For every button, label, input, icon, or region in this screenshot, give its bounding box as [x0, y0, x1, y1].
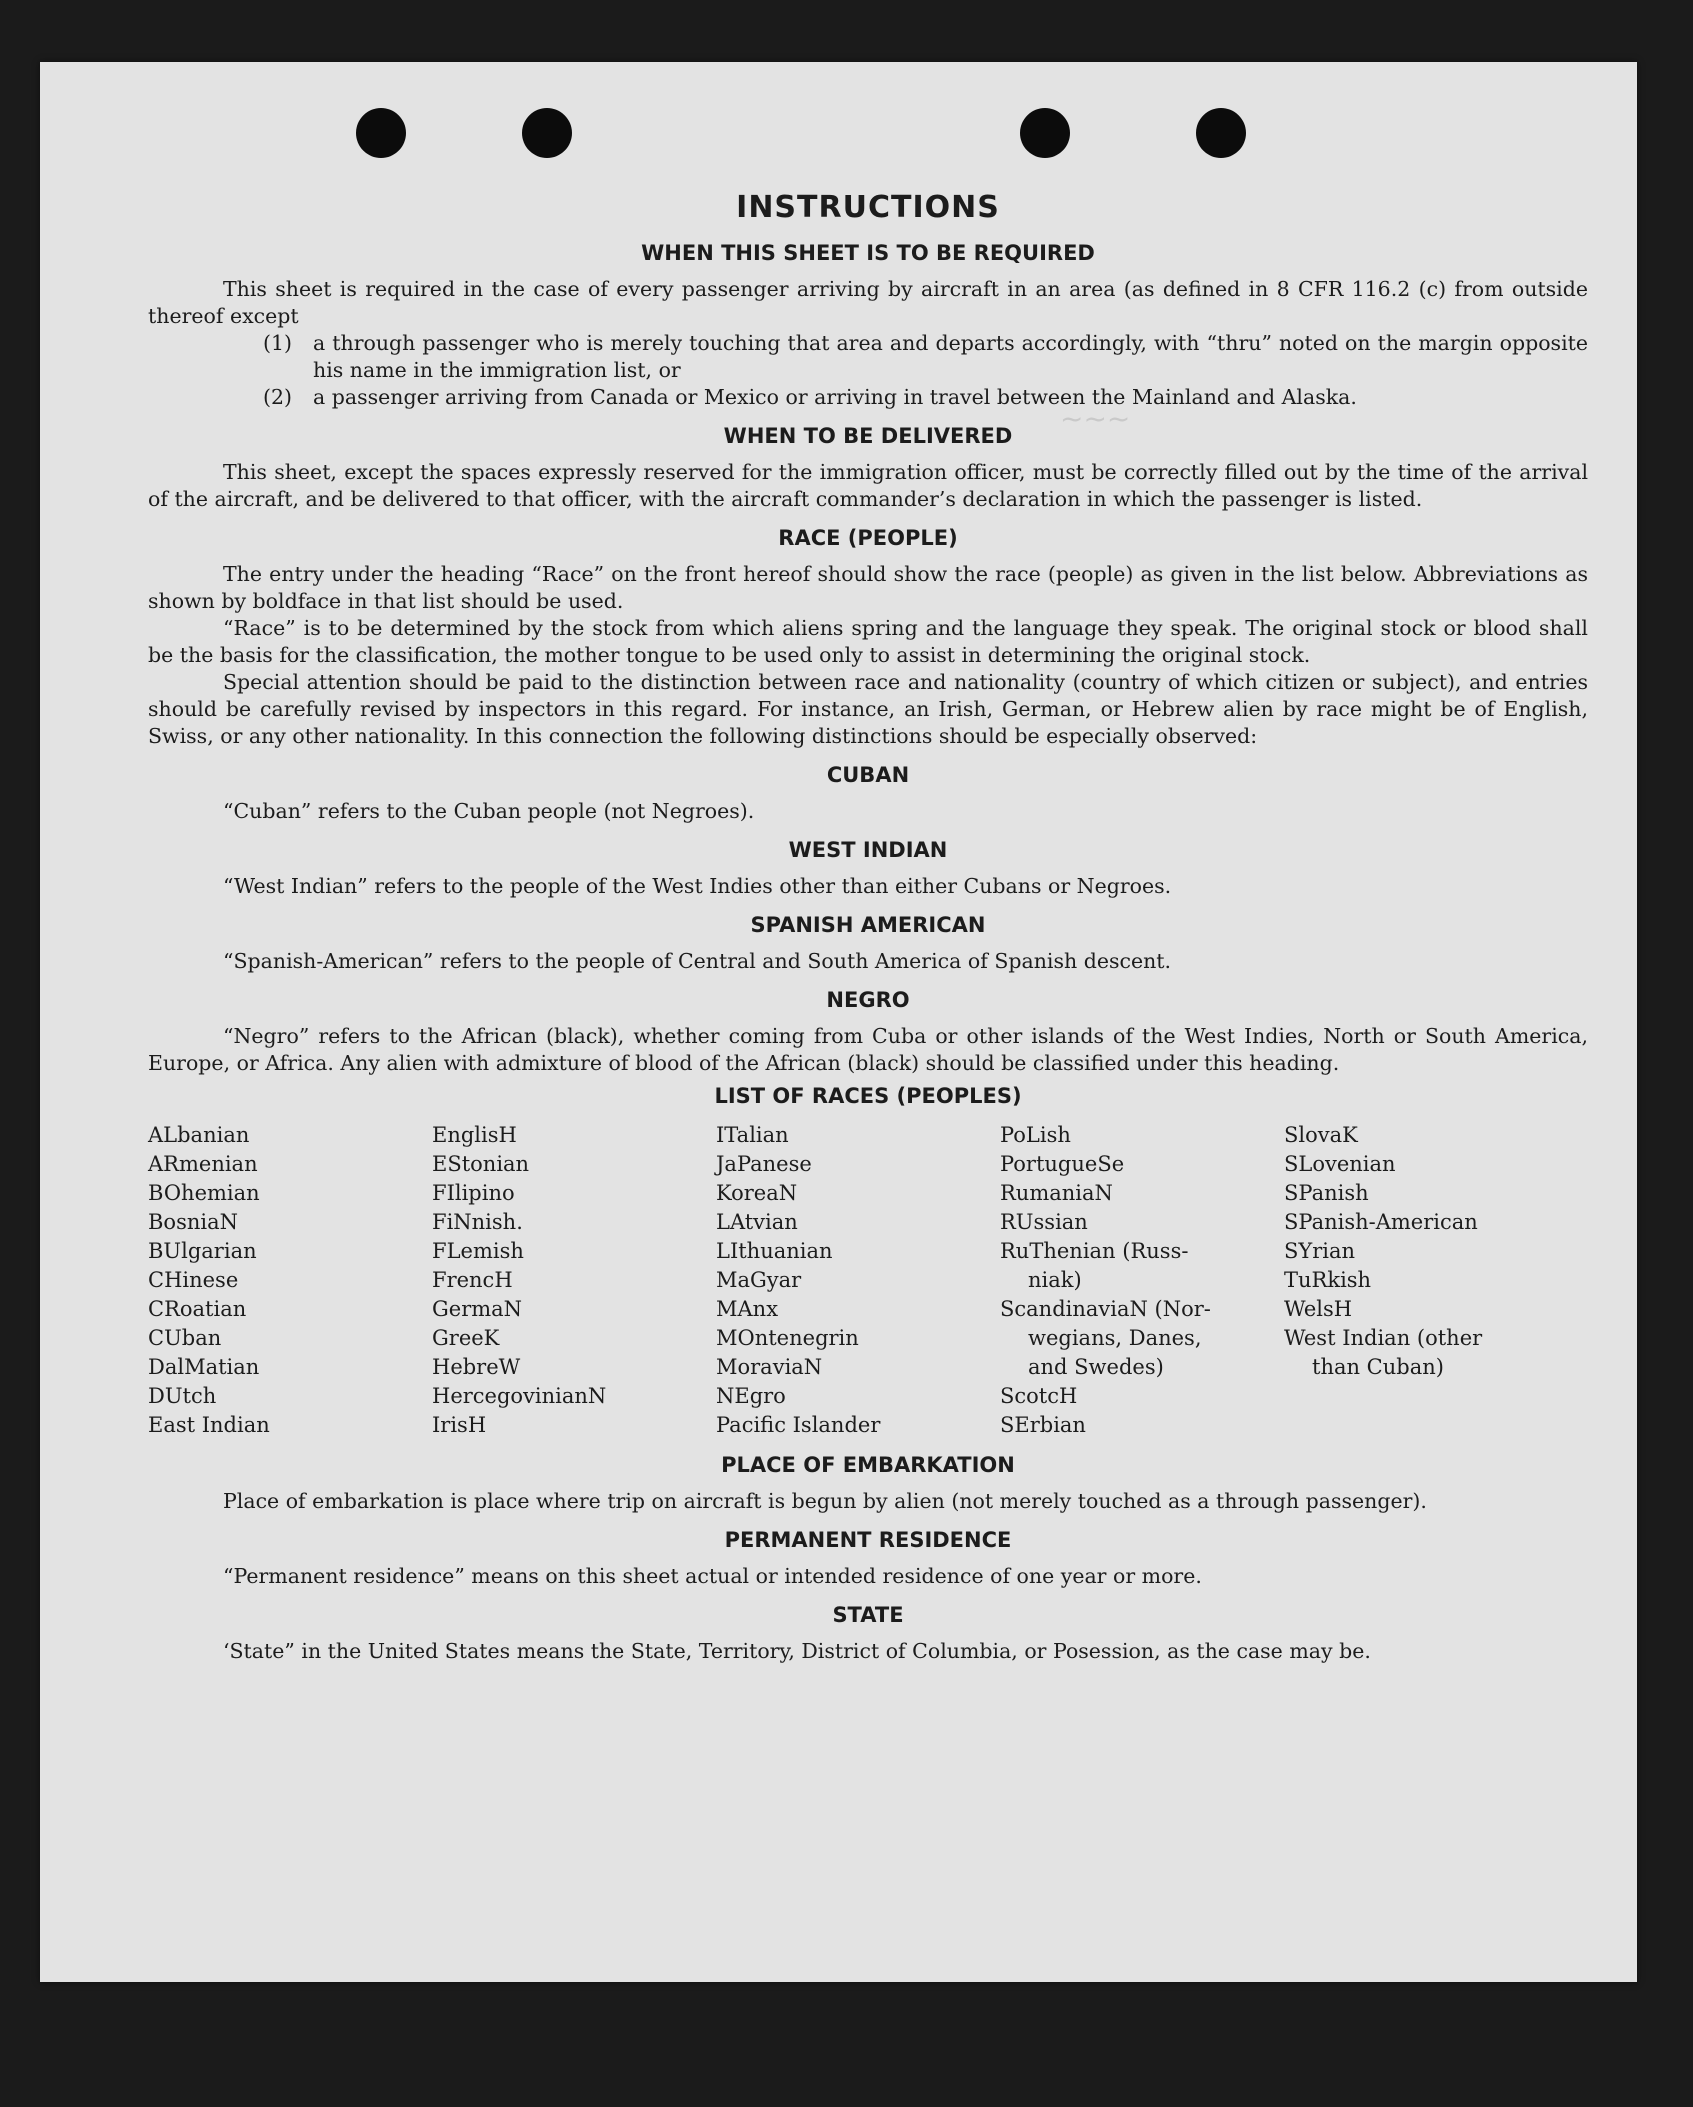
punch-hole	[356, 108, 406, 158]
section-paragraph: “Race” is to be determined by the stock from which aliens spring and the language they speak. The original stock or blood shall be the basis for the classification, the mother tongue to be used only to assist in determining the original stock.	[148, 616, 1588, 667]
race-entry: BOhemian	[148, 1181, 260, 1205]
section-heading: WHEN THIS SHEET IS TO BE REQUIRED	[641, 241, 1095, 265]
race-entry: ScandinaviaN (Nor-	[1000, 1297, 1211, 1321]
race-list	[148, 1121, 1588, 1440]
sections	[148, 238, 1588, 1077]
race-entry: FrencH	[432, 1268, 513, 1292]
section-intro: This sheet is required in the case of every passenger arriving by aircraft in an area (as defined in 8 CFR 116.2 (c) from outside thereof except	[148, 277, 1588, 328]
section-paragraph: ‘State” in the United States means the State, Territory, District of Columbia, or Posession, as the case may be.	[223, 1639, 1371, 1663]
race-column	[1284, 1121, 1584, 1440]
race-entry: EStonian	[432, 1152, 530, 1176]
section-heading: PLACE OF EMBARKATION	[721, 1453, 1015, 1477]
section-paragraph: This sheet, except the spaces expressly reserved for the immigration officer, must be correctly filled out by the time of the arrival of the aircraft, and be delivered to that officer, with the aircraft commander’s declaration in which the passenger is listed.	[148, 460, 1588, 511]
exception-list	[263, 330, 1588, 411]
race-entry: FIlipino	[432, 1181, 515, 1205]
race-entry: JaPanese	[716, 1152, 812, 1176]
race-entry: MaGyar	[716, 1268, 802, 1292]
race-entry: ALbanian	[148, 1123, 250, 1147]
section-paragraph: “Permanent residence” means on this sheet actual or intended residence of one year or more.	[223, 1564, 1202, 1588]
race-entry: HercegovinianN	[432, 1384, 607, 1408]
section-heading: WEST INDIAN	[788, 838, 948, 862]
race-entry: SErbian	[1000, 1413, 1086, 1437]
section-heading: RACE (PEOPLE)	[778, 526, 958, 550]
race-column	[148, 1121, 432, 1440]
section-state	[148, 1600, 1588, 1665]
race-entry: DalMatian	[148, 1355, 260, 1379]
section-heading: WHEN TO BE DELIVERED	[723, 424, 1013, 448]
section-embarkation	[148, 1450, 1588, 1515]
section-negro	[148, 985, 1588, 1077]
section-residence	[148, 1525, 1588, 1590]
race-entry: GermaN	[432, 1297, 523, 1321]
section-paragraph: “West Indian” refers to the people of the West Indies other than either Cubans or Negroes.	[223, 874, 1172, 898]
section-spanish-american	[148, 910, 1588, 975]
race-entry: niak)	[1028, 1268, 1082, 1292]
race-entry: PoLish	[1000, 1123, 1071, 1147]
race-entry: wegians, Danes,	[1028, 1326, 1202, 1350]
section-when-delivered	[148, 421, 1588, 513]
race-column	[432, 1121, 716, 1440]
section-west-indian	[148, 835, 1588, 900]
race-entry: WelsH	[1284, 1297, 1353, 1321]
race-entry: FiNnish.	[432, 1210, 523, 1234]
list-item	[263, 330, 1588, 384]
race-entry: ARmenian	[148, 1152, 258, 1176]
section-paragraph: “Spanish-American” refers to the people of Central and South America of Spanish descent.	[223, 949, 1172, 973]
section-heading: SPANISH AMERICAN	[750, 913, 986, 937]
section-paragraph: “Cuban” refers to the Cuban people (not Negroes).	[223, 799, 755, 823]
race-column	[716, 1121, 1000, 1440]
section-heading: CUBAN	[826, 763, 910, 787]
race-entry: HebreW	[432, 1355, 521, 1379]
race-entry: RuThenian (Russ-	[1000, 1239, 1189, 1263]
race-entry: LIthuanian	[716, 1239, 833, 1263]
race-entry: CUban	[148, 1326, 222, 1350]
page-title: INSTRUCTIONS	[736, 190, 1000, 225]
race-entry: PortugueSe	[1000, 1152, 1125, 1176]
instructions-content	[148, 188, 1588, 1665]
race-entry: FLemish	[432, 1239, 524, 1263]
closing-sections	[148, 1450, 1588, 1665]
race-entry: MOntenegrin	[716, 1326, 859, 1350]
race-entry: SPanish-American	[1284, 1210, 1478, 1234]
section-heading: PERMANENT RESIDENCE	[724, 1528, 1012, 1552]
race-entry: BosniaN	[148, 1210, 238, 1234]
race-entry: Pacific Islander	[716, 1413, 881, 1437]
race-entry: EnglisH	[432, 1123, 517, 1147]
race-entry: East Indian	[148, 1413, 270, 1437]
list-item	[263, 384, 1588, 411]
race-entry: DUtch	[148, 1384, 217, 1408]
item-number: (1)	[263, 331, 293, 355]
race-entry: RUssian	[1000, 1210, 1088, 1234]
section-heading: STATE	[832, 1603, 904, 1627]
race-entry: GreeK	[432, 1326, 500, 1350]
document-sheet	[40, 62, 1637, 1982]
section-paragraph: The entry under the heading “Race” on the front hereof should show the race (people) as given in the list below. Abbreviations as shown by boldface in that list should be used.	[148, 562, 1588, 613]
race-entry: CRoatian	[148, 1297, 247, 1321]
section-paragraph: Special attention should be paid to the distinction between race and nationality (country of which citizen or subject), and entries should be carefully revised by inspectors in this regard. For instance, an Irish, German, or Hebrew alien by race might be of English, Swiss, or any other nationality. In this connection the following distinctions should be especially observed:	[148, 670, 1588, 748]
section-heading: NEGRO	[826, 988, 910, 1012]
race-entry: CHinese	[148, 1268, 239, 1292]
item-number: (2)	[263, 385, 293, 409]
item-text: a passenger arriving from Canada or Mexico or arriving in travel between the Mainland and Alaska.	[313, 385, 1357, 409]
race-entry: IrisH	[432, 1413, 487, 1437]
races-heading: LIST OF RACES (PEOPLES)	[714, 1084, 1022, 1108]
section-paragraph: Place of embarkation is place where trip on aircraft is begun by alien (not merely touched as a through passenger).	[223, 1489, 1427, 1513]
race-entry: and Swedes)	[1028, 1355, 1164, 1379]
race-entry: MAnx	[716, 1297, 779, 1321]
race-column	[1000, 1121, 1284, 1440]
punch-hole	[1196, 108, 1246, 158]
bleed-through-mark: ~~~	[1060, 402, 1131, 435]
race-entry: West Indian (other	[1284, 1326, 1483, 1350]
race-entry: BUlgarian	[148, 1239, 257, 1263]
section-when-required	[148, 238, 1588, 411]
race-entry: SLovenian	[1284, 1152, 1396, 1176]
item-text: a through passenger who is merely touching that area and departs accordingly, with “thru” noted on the margin opposite his name in the immigration list, or	[313, 331, 1588, 382]
punch-hole	[1020, 108, 1070, 158]
race-entry: MoraviaN	[716, 1355, 823, 1379]
race-entry: RumaniaN	[1000, 1181, 1113, 1205]
section-cuban	[148, 760, 1588, 825]
race-entry: ScotcH	[1000, 1384, 1078, 1408]
race-entry: KoreaN	[716, 1181, 798, 1205]
race-entry: than Cuban)	[1312, 1355, 1444, 1379]
section-race	[148, 523, 1588, 750]
race-entry: LAtvian	[716, 1210, 798, 1234]
race-entry: TuRkish	[1284, 1268, 1372, 1292]
race-entry: SYrian	[1284, 1239, 1356, 1263]
race-entry: ITalian	[716, 1123, 789, 1147]
section-paragraph: “Negro” refers to the African (black), whether coming from Cuba or other islands of the West Indies, North or South America, Europe, or Africa. Any alien with admixture of blood of the African (black) should be classified under this heading.	[148, 1024, 1588, 1075]
race-entry: SPanish	[1284, 1181, 1369, 1205]
race-entry: NEgro	[716, 1384, 786, 1408]
race-entry: SlovaK	[1284, 1123, 1358, 1147]
punch-hole	[522, 108, 572, 158]
